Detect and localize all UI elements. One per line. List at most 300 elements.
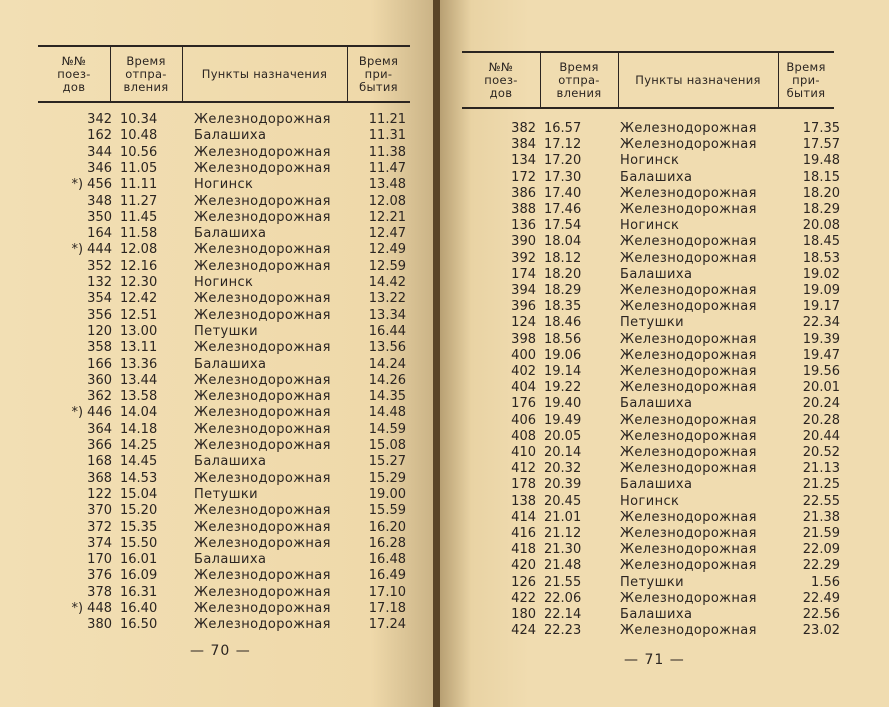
departure-time: 11.05 (120, 160, 158, 176)
departure-time: 21.01 (544, 509, 582, 525)
arrival-time: 18.45 (802, 234, 840, 250)
arrival-time: 19.39 (802, 331, 840, 347)
destination: Железнодорожная (194, 291, 331, 307)
departure-time: 12.30 (120, 275, 158, 290)
table-row (440, 429, 860, 445)
table-row (0, 373, 420, 389)
destination: Балашиха (194, 226, 267, 242)
right-page (440, 0, 889, 707)
arrival-time: 12.47 (368, 226, 406, 242)
table-row (0, 259, 420, 275)
train-number: 392 (511, 250, 536, 266)
departure-time: 11.58 (120, 226, 158, 242)
departure-time: 17.54 (544, 218, 582, 234)
train-number: 378 (87, 584, 112, 600)
train-number: 384 (511, 137, 536, 153)
train-number: 398 (511, 331, 536, 347)
train-number: 372 (87, 519, 112, 535)
destination: Балашиха (194, 454, 267, 470)
arrival-time: 19.47 (802, 347, 840, 363)
table-row (0, 601, 420, 617)
destination: Железнодорожная (194, 421, 331, 437)
header-destination: Пункты назначения (635, 72, 761, 87)
destination: Железнодорожная (194, 438, 331, 453)
arrival-time: 21.59 (802, 526, 840, 541)
table-row (440, 380, 860, 396)
arrival-time: 13.22 (368, 291, 406, 307)
arrival-time: 15.59 (368, 503, 406, 519)
destination: Железнодорожная (620, 347, 757, 363)
train-number: 346 (87, 160, 112, 176)
arrival-time: 21.38 (802, 509, 840, 525)
arrival-time: 19.56 (802, 364, 840, 379)
destination: Балашиха (620, 266, 693, 282)
table-row (0, 161, 420, 177)
departure-time: 18.29 (544, 283, 582, 298)
arrival-time: 22.49 (802, 590, 840, 606)
arrival-time: 14.26 (368, 372, 406, 388)
departure-time: 10.34 (120, 112, 158, 127)
train-number: 122 (87, 486, 112, 502)
table-row (440, 153, 860, 169)
table-row (0, 552, 420, 568)
train-number: 412 (511, 461, 536, 477)
train-number: 410 (511, 445, 536, 460)
destination: Железнодорожная (620, 137, 757, 153)
table-row (0, 438, 420, 454)
departure-time: 18.12 (544, 250, 582, 266)
departure-time: 14.18 (120, 421, 158, 437)
departure-time: 21.48 (544, 558, 582, 574)
train-number: 136 (511, 218, 536, 234)
arrival-time: 13.48 (368, 177, 406, 193)
train-number: 170 (87, 552, 112, 568)
table-row (440, 218, 860, 234)
table-row (0, 291, 420, 307)
departure-time: 14.25 (120, 438, 158, 453)
departure-time: 12.51 (120, 307, 158, 323)
train-number: 124 (511, 315, 536, 331)
table-row (440, 234, 860, 250)
table-row (0, 112, 420, 128)
destination: Железнодорожная (194, 617, 331, 633)
departure-time: 12.08 (120, 242, 158, 258)
train-number: 352 (87, 258, 112, 274)
departure-time: 15.20 (120, 503, 158, 519)
departure-time: 17.40 (544, 185, 582, 201)
destination: Железнодорожная (194, 372, 331, 388)
arrival-time: 14.59 (368, 421, 406, 437)
table-row (0, 128, 420, 144)
table-row (440, 575, 860, 591)
arrival-time: 22.55 (802, 493, 840, 509)
table-row (0, 210, 420, 226)
table-row (440, 283, 860, 299)
destination: Железнодорожная (620, 526, 757, 541)
table-row (440, 526, 860, 542)
departure-time: 14.53 (120, 470, 158, 486)
arrival-time: 12.59 (368, 258, 406, 274)
departure-time: 20.32 (544, 461, 582, 477)
departure-time: 13.36 (120, 356, 158, 372)
train-number: 370 (87, 503, 112, 519)
header-destination: Пункты назначения (201, 66, 328, 81)
train-number: 178 (511, 477, 536, 493)
header-train-number: №№ поез- дов (484, 59, 518, 100)
train-number: 390 (511, 234, 536, 250)
table-row (440, 510, 860, 526)
table-row (0, 275, 420, 291)
arrival-time: 20.24 (802, 396, 840, 412)
train-number: 414 (511, 509, 536, 525)
table-row (440, 186, 860, 202)
departure-time: 13.11 (120, 340, 158, 356)
arrival-time: 14.24 (368, 356, 406, 372)
arrival-time: 22.29 (802, 558, 840, 574)
destination: Ногинск (194, 177, 254, 193)
departure-time: 14.04 (120, 405, 158, 421)
destination: Железнодорожная (194, 389, 331, 405)
destination: Железнодорожная (620, 445, 757, 460)
train-number: 348 (87, 193, 112, 209)
arrival-time: 11.47 (368, 160, 406, 176)
train-number: *) 444 (71, 242, 112, 258)
arrival-time: 16.48 (368, 552, 406, 568)
train-number: 382 (511, 121, 536, 136)
destination: Железнодорожная (620, 542, 757, 558)
departure-time: 22.06 (544, 590, 582, 606)
table-row (0, 405, 420, 421)
departure-time: 16.31 (120, 584, 158, 600)
header-train-number: №№ поез- дов (57, 53, 91, 94)
table-row (0, 194, 420, 210)
train-number: 350 (87, 209, 112, 225)
departure-time: 10.56 (120, 144, 158, 160)
arrival-time: 22.56 (802, 607, 840, 622)
departure-time: 18.20 (544, 266, 582, 282)
destination: Железнодорожная (194, 601, 331, 616)
table-row (440, 607, 860, 623)
destination: Железнодорожная (194, 405, 331, 421)
table-row (0, 242, 420, 258)
table-row (440, 494, 860, 510)
table-row (440, 137, 860, 153)
train-number: 174 (511, 266, 536, 282)
departure-time: 21.55 (544, 574, 582, 590)
destination: Железнодорожная (194, 242, 331, 258)
destination: Ногинск (620, 153, 680, 169)
destination: Балашиха (620, 477, 693, 493)
departure-time: 20.05 (544, 428, 582, 444)
train-number: 138 (511, 493, 536, 509)
destination: Железнодорожная (620, 202, 757, 217)
destination: Петушки (620, 315, 685, 331)
destination: Железнодорожная (194, 568, 331, 584)
arrival-time: 15.27 (368, 454, 406, 470)
arrival-time: 16.49 (368, 568, 406, 584)
train-number: 394 (511, 283, 536, 298)
table-row (440, 591, 860, 607)
departure-time: 15.04 (120, 486, 158, 502)
train-number: 418 (511, 542, 536, 558)
arrival-time: 20.28 (802, 412, 840, 428)
arrival-time: 18.20 (802, 185, 840, 201)
train-number: *) 446 (71, 405, 112, 421)
arrival-time: 19.48 (802, 153, 840, 169)
destination: Железнодорожная (620, 299, 757, 315)
table-row (0, 324, 420, 340)
table-row (0, 568, 420, 584)
train-number: 134 (511, 153, 536, 169)
departure-time: 19.22 (544, 380, 582, 396)
arrival-time: 13.34 (368, 307, 406, 323)
destination: Железнодорожная (194, 209, 331, 225)
departure-time: 18.56 (544, 331, 582, 347)
table-row (440, 121, 860, 137)
train-number: 366 (87, 438, 112, 453)
destination: Железнодорожная (194, 112, 331, 127)
train-number: 402 (511, 364, 536, 379)
departure-time: 10.48 (120, 128, 158, 144)
table-row (440, 445, 860, 461)
arrival-time: 19.09 (802, 283, 840, 298)
destination: Петушки (620, 574, 685, 590)
header-departure-time: Время отпра- вления (123, 53, 169, 94)
header-departure-time: Время отпра- вления (556, 59, 602, 100)
destination: Железнодорожная (620, 590, 757, 606)
destination: Железнодорожная (194, 470, 331, 486)
table-row (440, 315, 860, 331)
departure-time: 12.16 (120, 258, 158, 274)
train-number: 356 (87, 307, 112, 323)
table-row (0, 340, 420, 356)
table-row (0, 145, 420, 161)
destination: Ногинск (620, 493, 680, 509)
departure-time: 17.12 (544, 137, 582, 153)
train-number: 132 (87, 275, 112, 290)
destination: Балашиха (194, 552, 267, 568)
right-table-header (462, 51, 834, 109)
arrival-time: 20.08 (802, 218, 840, 234)
train-number: 388 (511, 202, 536, 217)
destination: Железнодорожная (194, 584, 331, 600)
table-row (0, 226, 420, 242)
departure-time: 17.30 (544, 169, 582, 185)
table-row (0, 389, 420, 405)
train-number: 166 (87, 356, 112, 372)
arrival-time: 16.28 (368, 535, 406, 551)
table-row (0, 487, 420, 503)
train-number: 406 (511, 412, 536, 428)
arrival-time: 22.34 (802, 315, 840, 331)
train-number: 386 (511, 185, 536, 201)
arrival-time: 16.20 (368, 519, 406, 535)
table-row (440, 396, 860, 412)
destination: Железнодорожная (194, 258, 331, 274)
train-number: 420 (511, 558, 536, 574)
table-row (0, 617, 420, 633)
train-number: 374 (87, 535, 112, 551)
arrival-time: 20.44 (802, 428, 840, 444)
arrival-time: 11.31 (368, 128, 406, 144)
train-number: 120 (87, 323, 112, 339)
train-number: 354 (87, 291, 112, 307)
destination: Балашиха (194, 356, 267, 372)
destination: Железнодорожная (620, 461, 757, 477)
departure-time: 18.04 (544, 234, 582, 250)
destination: Железнодорожная (620, 364, 757, 379)
destination: Железнодорожная (194, 193, 331, 209)
table-row (440, 623, 860, 639)
train-number: 376 (87, 568, 112, 584)
departure-time: 19.06 (544, 347, 582, 363)
train-number: 126 (511, 574, 536, 590)
departure-time: 13.00 (120, 323, 158, 339)
train-number: 164 (87, 226, 112, 242)
departure-time: 16.50 (120, 617, 158, 633)
train-number: 400 (511, 347, 536, 363)
table-row (440, 558, 860, 574)
destination: Железнодорожная (194, 307, 331, 323)
destination: Железнодорожная (194, 144, 331, 160)
destination: Железнодорожная (620, 250, 757, 266)
arrival-time: 18.29 (802, 202, 840, 217)
train-number: 342 (87, 112, 112, 127)
arrival-time: 14.42 (368, 275, 406, 290)
train-number: 344 (87, 144, 112, 160)
train-number: 364 (87, 421, 112, 437)
arrival-time: 17.24 (368, 617, 406, 633)
departure-time: 13.58 (120, 389, 158, 405)
arrival-time: 15.29 (368, 470, 406, 486)
train-number: 408 (511, 428, 536, 444)
header-arrival-time: Время при- бытия (786, 59, 826, 100)
arrival-time: 17.18 (368, 601, 406, 616)
left-table-header (38, 45, 410, 103)
table-row (0, 520, 420, 536)
table-row (440, 477, 860, 493)
arrival-time: 20.01 (802, 380, 840, 396)
destination: Железнодорожная (620, 428, 757, 444)
departure-time: 20.14 (544, 445, 582, 460)
table-row (0, 177, 420, 193)
destination: Балашиха (620, 396, 693, 412)
destination: Железнодорожная (620, 331, 757, 347)
train-number: 360 (87, 372, 112, 388)
arrival-time: 19.17 (802, 299, 840, 315)
destination: Железнодорожная (620, 558, 757, 574)
table-row (0, 471, 420, 487)
arrival-time: 14.48 (368, 405, 406, 421)
departure-time: 19.40 (544, 396, 582, 412)
train-number: 422 (511, 590, 536, 606)
table-row (440, 413, 860, 429)
train-number: 162 (87, 128, 112, 144)
departure-time: 19.49 (544, 412, 582, 428)
destination: Балашиха (620, 169, 693, 185)
table-row (0, 454, 420, 470)
departure-time: 16.01 (120, 552, 158, 568)
departure-time: 21.12 (544, 526, 582, 541)
destination: Железнодорожная (194, 535, 331, 551)
train-number: 172 (511, 169, 536, 185)
arrival-time: 13.56 (368, 340, 406, 356)
table-row (440, 348, 860, 364)
header-arrival-time: Время при- бытия (358, 53, 399, 94)
arrival-time: 19.00 (368, 486, 406, 502)
arrival-time: 20.52 (802, 445, 840, 460)
destination: Ногинск (194, 275, 254, 290)
departure-time: 11.27 (120, 193, 158, 209)
destination: Железнодорожная (194, 503, 331, 519)
destination: Железнодорожная (620, 185, 757, 201)
table-row (0, 357, 420, 373)
departure-time: 15.35 (120, 519, 158, 535)
train-number: *) 448 (71, 601, 112, 616)
departure-time: 15.50 (120, 535, 158, 551)
departure-time: 16.57 (544, 121, 582, 136)
destination: Железнодорожная (620, 283, 757, 298)
arrival-time: 22.09 (802, 542, 840, 558)
arrival-time: 19.02 (802, 266, 840, 282)
destination: Железнодорожная (620, 509, 757, 525)
page-number-left: — 70 — (190, 643, 251, 659)
table-row (0, 536, 420, 552)
table-row (440, 332, 860, 348)
destination: Петушки (194, 323, 259, 339)
destination: Железнодорожная (620, 412, 757, 428)
train-number: 416 (511, 526, 536, 541)
departure-time: 16.09 (120, 568, 158, 584)
arrival-time: 17.10 (368, 584, 406, 600)
departure-time: 12.42 (120, 291, 158, 307)
left-page (0, 0, 436, 707)
departure-time: 18.35 (544, 299, 582, 315)
arrival-time: 23.02 (802, 623, 840, 639)
destination: Петушки (194, 486, 259, 502)
table-row (440, 251, 860, 267)
table-row (440, 299, 860, 315)
departure-time: 11.11 (120, 177, 158, 193)
arrival-time: 18.53 (802, 250, 840, 266)
train-number: 368 (87, 470, 112, 486)
departure-time: 13.44 (120, 372, 158, 388)
arrival-time: 1.56 (811, 574, 840, 590)
arrival-time: 18.15 (802, 169, 840, 185)
departure-time: 16.40 (120, 601, 158, 616)
train-number: *) 456 (71, 177, 112, 193)
train-number: 180 (511, 607, 536, 622)
train-number: 404 (511, 380, 536, 396)
destination: Ногинск (620, 218, 680, 234)
table-row (440, 202, 860, 218)
departure-time: 14.45 (120, 454, 158, 470)
departure-time: 21.30 (544, 542, 582, 558)
arrival-time: 11.21 (368, 112, 406, 127)
table-row (0, 422, 420, 438)
arrival-time: 21.25 (802, 477, 840, 493)
table-row (440, 461, 860, 477)
departure-time: 11.45 (120, 209, 158, 225)
destination: Железнодорожная (194, 519, 331, 535)
destination: Железнодорожная (620, 234, 757, 250)
table-row (440, 542, 860, 558)
train-number: 168 (87, 454, 112, 470)
destination: Железнодорожная (620, 380, 757, 396)
train-number: 424 (511, 623, 536, 639)
destination: Железнодорожная (620, 121, 757, 136)
table-row (440, 267, 860, 283)
